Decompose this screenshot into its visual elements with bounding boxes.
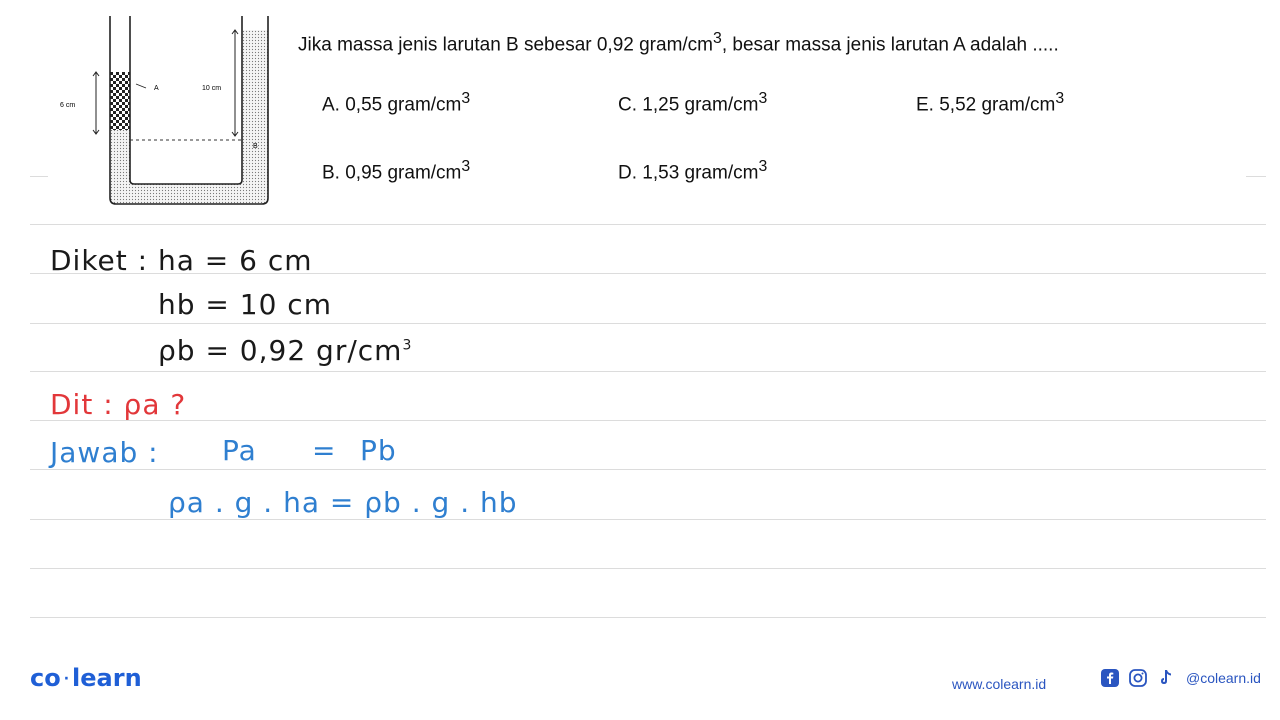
label-10cm: 10 cm xyxy=(202,85,222,92)
handwriting-dit: Dit : ρa ? xyxy=(50,388,187,421)
u-tube-diagram xyxy=(50,12,290,212)
ruled-line xyxy=(30,469,1266,470)
label-6cm: 6 cm xyxy=(60,102,76,109)
option-e[interactable] xyxy=(916,90,1064,116)
option-d[interactable] xyxy=(618,158,767,184)
option-c[interactable] xyxy=(618,90,767,116)
ruled-line xyxy=(30,568,1266,569)
handwriting-line-ha: ha = 6 cm xyxy=(158,244,313,277)
option-letter: E. xyxy=(916,94,934,116)
option-value: 1,25 gram/cm xyxy=(642,94,759,116)
handwriting-rho-b-text: ρb = 0,92 gr/cm xyxy=(158,334,403,367)
question-prefix: Jika massa jenis larutan B sebesar 0,92 gram/cm xyxy=(298,34,714,56)
question-sup: 3 xyxy=(713,30,722,47)
option-sup: 3 xyxy=(758,90,768,107)
tiktok-icon[interactable] xyxy=(1156,668,1176,688)
option-value: 5,52 gram/cm xyxy=(939,94,1056,116)
label-b: B xyxy=(253,143,258,150)
handwriting-jawab-left: Pa xyxy=(222,434,257,467)
label-a: A xyxy=(154,85,159,92)
option-letter: C. xyxy=(618,94,637,116)
handwriting-jawab-label: Jawab : xyxy=(50,436,159,469)
option-value: 0,95 gram/cm xyxy=(345,162,462,184)
brand-left: co xyxy=(30,664,61,692)
facebook-icon[interactable] xyxy=(1100,668,1120,688)
option-sup: 3 xyxy=(461,158,471,175)
option-value: 0,55 gram/cm xyxy=(345,94,462,116)
liquid-a-region xyxy=(110,72,130,130)
option-letter: D. xyxy=(618,162,637,184)
social-links xyxy=(1100,668,1261,688)
option-sup: 3 xyxy=(758,158,768,175)
option-sup: 3 xyxy=(1055,90,1065,107)
ruled-line xyxy=(30,176,48,177)
handwriting-equation: ρa . g . ha = ρb . g . hb xyxy=(168,486,518,519)
handwriting-jawab-op: = xyxy=(312,434,337,467)
handwriting-diket-label: Diket : xyxy=(50,244,149,277)
handwriting-line-hb: hb = 10 cm xyxy=(158,288,332,321)
brand-right: learn xyxy=(72,664,142,692)
social-handle[interactable]: @colearn.id xyxy=(1186,670,1261,686)
ruled-line xyxy=(30,224,1266,225)
question-suffix: , besar massa jenis larutan A adalah ..... xyxy=(721,34,1059,56)
instagram-icon[interactable] xyxy=(1128,668,1148,688)
handwriting-jawab-right: Pb xyxy=(360,434,397,467)
ruled-line xyxy=(30,323,1266,324)
brand-dot: · xyxy=(63,671,70,687)
option-value: 1,53 gram/cm xyxy=(642,162,759,184)
label-a-pointer xyxy=(136,84,146,88)
ruled-line xyxy=(30,617,1266,618)
option-letter: A. xyxy=(322,94,340,116)
ruled-line xyxy=(30,519,1266,520)
option-sup: 3 xyxy=(461,90,471,107)
option-a[interactable] xyxy=(322,90,470,116)
website-link[interactable]: www.colearn.id xyxy=(952,676,1047,692)
question-text xyxy=(298,30,1059,56)
liquid-b-region xyxy=(110,30,268,204)
ruled-line xyxy=(30,420,1266,421)
ruled-line xyxy=(30,371,1266,372)
option-b[interactable] xyxy=(322,158,470,184)
colearn-logo xyxy=(30,664,142,692)
ruled-line xyxy=(1246,176,1266,177)
handwriting-line-rho-b xyxy=(158,334,412,367)
handwriting-rho-b-sup: 3 xyxy=(402,337,413,354)
option-letter: B. xyxy=(322,162,340,184)
